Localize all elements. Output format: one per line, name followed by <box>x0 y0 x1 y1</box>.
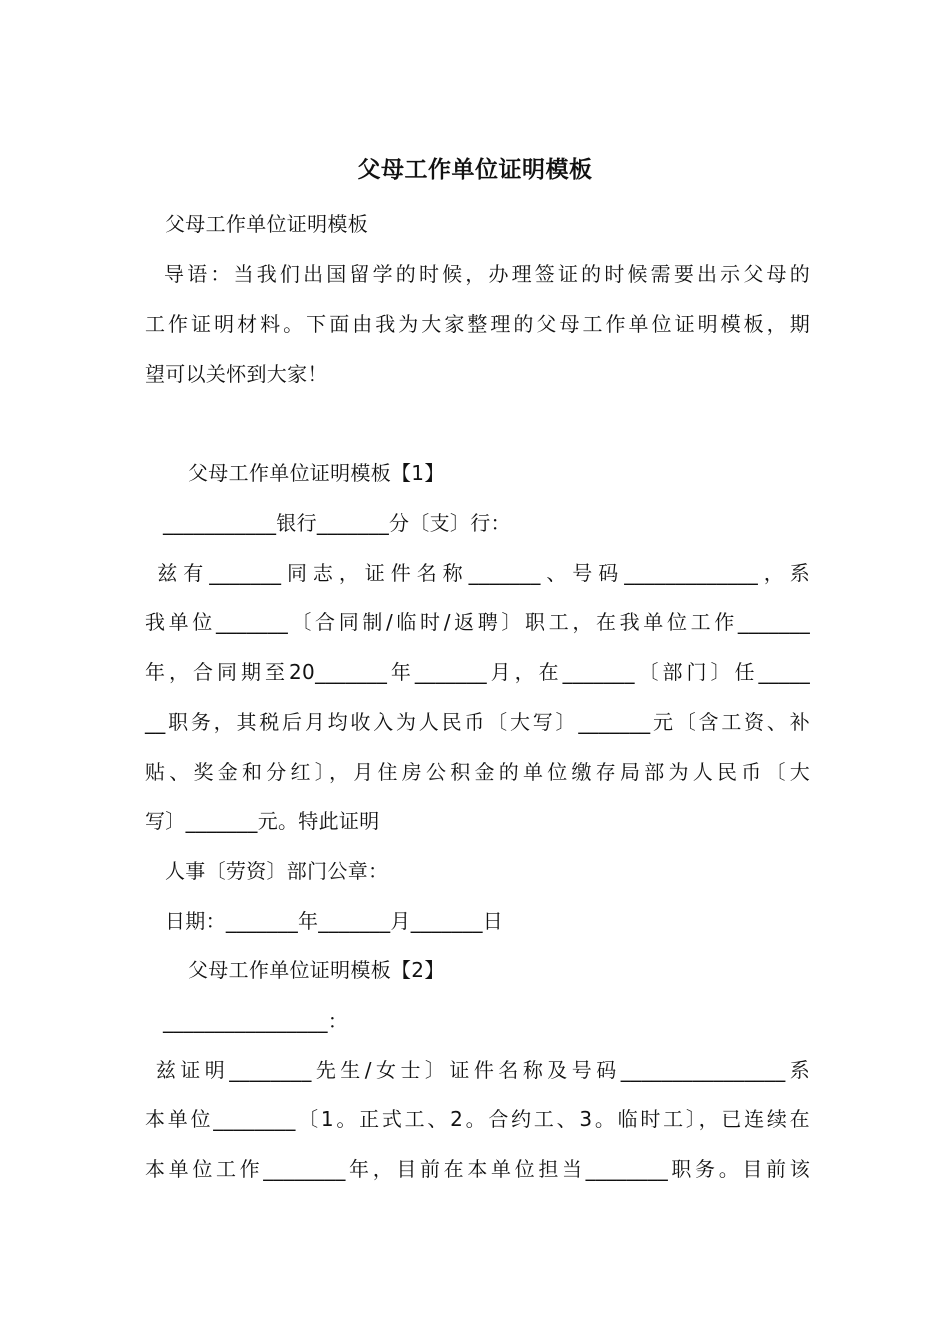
template1-body-line-4: __职务，其税后月均收入为人民币〔大写〕_______元〔含工资、补 <box>145 710 810 734</box>
template1-body-line-2: 我单位_______〔合同制/临时/返聘〕职工，在我单位工作_______ <box>145 610 810 634</box>
document-subtitle: 父母工作单位证明模板 <box>165 212 368 236</box>
template1-body-line-1: 兹有_______同志，证件名称_______、号码_____________，系 <box>145 561 810 585</box>
template2-body-line-1: 兹证明________先生/女士〕证件名称及号码________________系 <box>145 1058 810 1082</box>
template1-seal-label: 人事〔劳资〕部门公章： <box>165 859 389 883</box>
template1-body-line-6: 写〕_______元。特此证明 <box>145 809 380 833</box>
template2-addressee: ________________： <box>163 1009 349 1033</box>
template2-heading: 父母工作单位证明模板【2】 <box>188 958 445 982</box>
template1-date-line: 日期：_______年_______月_______日 <box>165 909 504 933</box>
intro-line-3: 望可以关怀到大家！ <box>145 362 328 386</box>
intro-line-1: 导语：当我们出国留学的时候，办理签证的时候需要出示父母的 <box>145 262 810 286</box>
template1-addressee: ___________银行_______分〔支〕行： <box>163 511 511 535</box>
intro-line-2: 工作证明材料。下面由我为大家整理的父母工作单位证明模板，期 <box>145 312 810 336</box>
document-title: 父母工作单位证明模板 <box>357 157 593 183</box>
template1-body-line-3: 年，合同期至20_______年_______月，在_______〔部门〕任_____ <box>145 660 810 684</box>
template1-heading: 父母工作单位证明模板【1】 <box>188 461 445 485</box>
template2-body-line-3: 本单位工作________年，目前在本单位担当________职务。目前该 <box>145 1157 810 1181</box>
template2-body-line-2: 本单位________〔1。正式工、2。合约工、3。临时工〕，已连续在 <box>145 1107 810 1131</box>
template1-body-line-5: 贴、奖金和分红〕，月住房公积金的单位缴存局部为人民币〔大 <box>145 760 810 784</box>
